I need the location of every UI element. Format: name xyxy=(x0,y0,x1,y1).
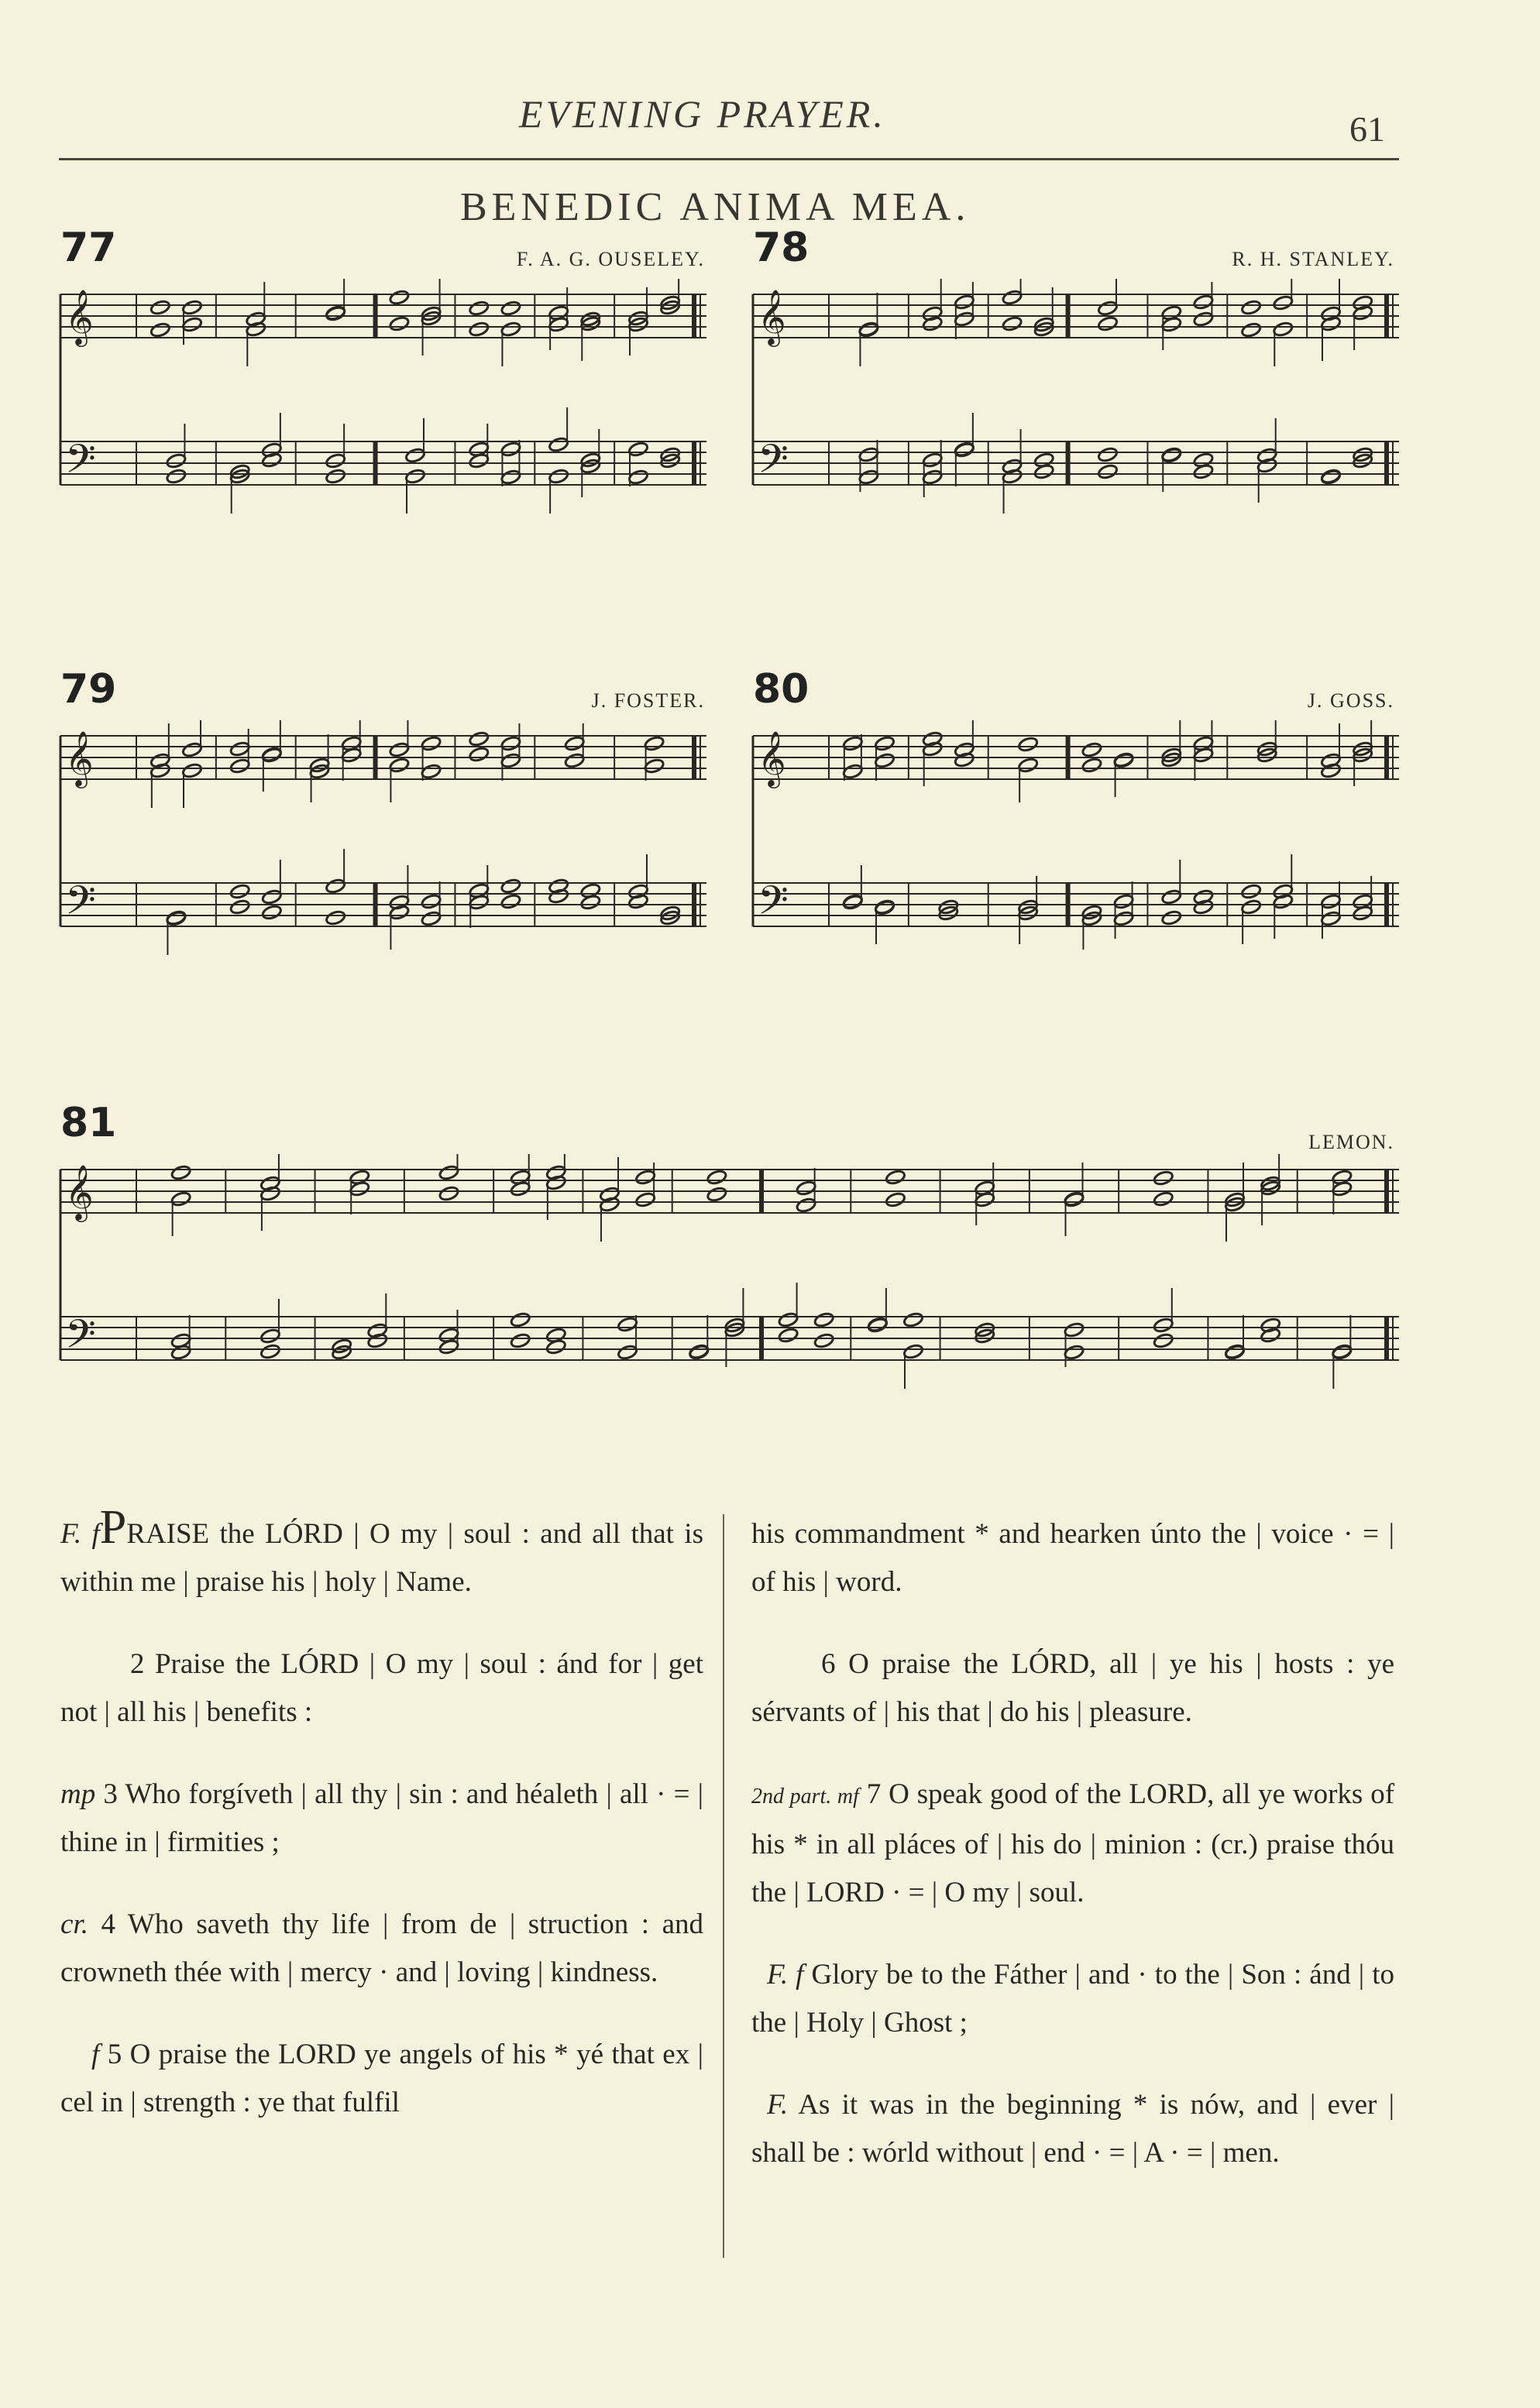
composer-77: F. A. G. OUSELEY. xyxy=(516,248,705,270)
bass-staff xyxy=(753,854,1399,950)
verse-text: 7 O speak good of the LORD, all ye works of his * in all pláces of | his do | minion : (cr.) praise thóu the | LORD · = | O my | soul. xyxy=(751,1778,1395,1908)
verse-4 xyxy=(60,1901,703,1997)
verse-3 xyxy=(60,1771,703,1867)
treble-staff xyxy=(60,279,706,366)
score-81 xyxy=(59,1154,1402,1441)
composer-81: LEMON. xyxy=(1308,1131,1394,1153)
verse-text-cont: and all that is within me | praise his | holy | Name. xyxy=(60,1518,703,1598)
composer-78: R. H. STANLEY. xyxy=(1232,248,1394,270)
section-title: BENEDIC ANIMA MEA. xyxy=(460,185,971,229)
svg-text:𝄞: 𝄞 xyxy=(65,288,94,345)
verse-6 xyxy=(751,1640,1394,1736)
chant-number-80: 80 xyxy=(753,666,810,713)
gloria-2 xyxy=(751,2081,1394,2177)
dynamic-mark: F. f xyxy=(767,1959,804,1991)
treble-staff xyxy=(60,1154,1399,1242)
bass-staff xyxy=(753,413,1399,514)
verse-text: 2 Praise the LÓRD | O my | soul : ánd for | get not | all his | benefits : xyxy=(60,1648,703,1728)
svg-text:𝄢: 𝄢 xyxy=(758,435,789,492)
verse-text: his commandment * and hearken únto the | voice · = | of his | word. xyxy=(751,1518,1394,1598)
verse-1 xyxy=(60,1501,703,1606)
verse-text: 3 Who forgíveth | all thy | sin : and héaleth | all · = | thine in | firmities ; xyxy=(60,1778,704,1858)
bass-staff xyxy=(60,407,706,514)
running-title: EVENING PRAYER. xyxy=(519,92,886,136)
dynamic-mark: mp xyxy=(60,1778,96,1810)
column-divider xyxy=(723,1514,724,2258)
verses-right-column xyxy=(751,1510,1394,2211)
svg-text:𝄢: 𝄢 xyxy=(65,877,96,933)
verse-5-cont xyxy=(751,1510,1394,1606)
verse-text: Glory be to the Fáther | and · to the | Son : ánd | to the | Holy | Ghost ; xyxy=(751,1959,1394,2039)
svg-text:𝄞: 𝄞 xyxy=(65,730,94,786)
svg-text:𝄞: 𝄞 xyxy=(758,730,786,786)
verse-5 xyxy=(60,2031,703,2127)
verse-text: 6 O praise the LÓRD, all | ye his | hosts : ye sérvants of | his that | do his | pleasure. xyxy=(751,1648,1394,1728)
verse-text: RAISE the LÓRD | O my | soul : xyxy=(126,1518,530,1550)
svg-text:𝄢: 𝄢 xyxy=(65,435,96,492)
svg-text:𝄢: 𝄢 xyxy=(65,1310,96,1367)
treble-staff xyxy=(753,720,1399,802)
page-number: 61 xyxy=(1349,109,1385,149)
chant-number-81: 81 xyxy=(60,1100,117,1146)
composer-80: J. GOSS. xyxy=(1307,689,1394,712)
dynamic-mark: cr. xyxy=(60,1908,88,1940)
verse-2 xyxy=(60,1640,703,1736)
dynamic-mark: F. f xyxy=(60,1518,100,1550)
dynamic-mark: 2nd part. mf xyxy=(751,1785,859,1809)
bass-staff xyxy=(60,1283,1399,1389)
verse-text: As it was in the beginning * is nów, and | ever | shall be : wórld without | end · = | A · = | men. xyxy=(751,2089,1394,2169)
score-79 xyxy=(59,720,710,999)
drop-capital: P xyxy=(99,1501,127,1554)
treble-staff xyxy=(753,279,1399,366)
svg-text:𝄞: 𝄞 xyxy=(65,1163,94,1220)
score-78 xyxy=(751,279,1402,558)
score-80 xyxy=(751,720,1402,999)
dynamic-mark: f xyxy=(91,2039,100,2070)
chant-number-79: 79 xyxy=(60,666,117,713)
verse-text: 4 Who saveth thy life | from de | struction : and crowneth thée with | mercy · and | loving | kindness. xyxy=(60,1908,703,1988)
score-77 xyxy=(59,279,710,558)
svg-text:𝄢: 𝄢 xyxy=(758,877,789,933)
chant-number-77: 77 xyxy=(60,225,117,271)
verse-text: 5 O praise the LORD ye angels of his * yé that ex | cel in | strength : ye that fulfil xyxy=(60,2039,704,2118)
verse-7 xyxy=(751,1771,1394,1917)
composer-79: J. FOSTER. xyxy=(591,689,705,712)
gloria-1 xyxy=(751,1951,1394,2047)
dynamic-mark: F. xyxy=(767,2089,789,2121)
bass-staff xyxy=(60,849,706,955)
treble-staff xyxy=(60,720,706,808)
chant-number-78: 78 xyxy=(753,225,810,271)
svg-text:𝄞: 𝄞 xyxy=(758,288,786,345)
verses-left-column xyxy=(60,1501,704,2161)
header-rule xyxy=(59,158,1399,160)
